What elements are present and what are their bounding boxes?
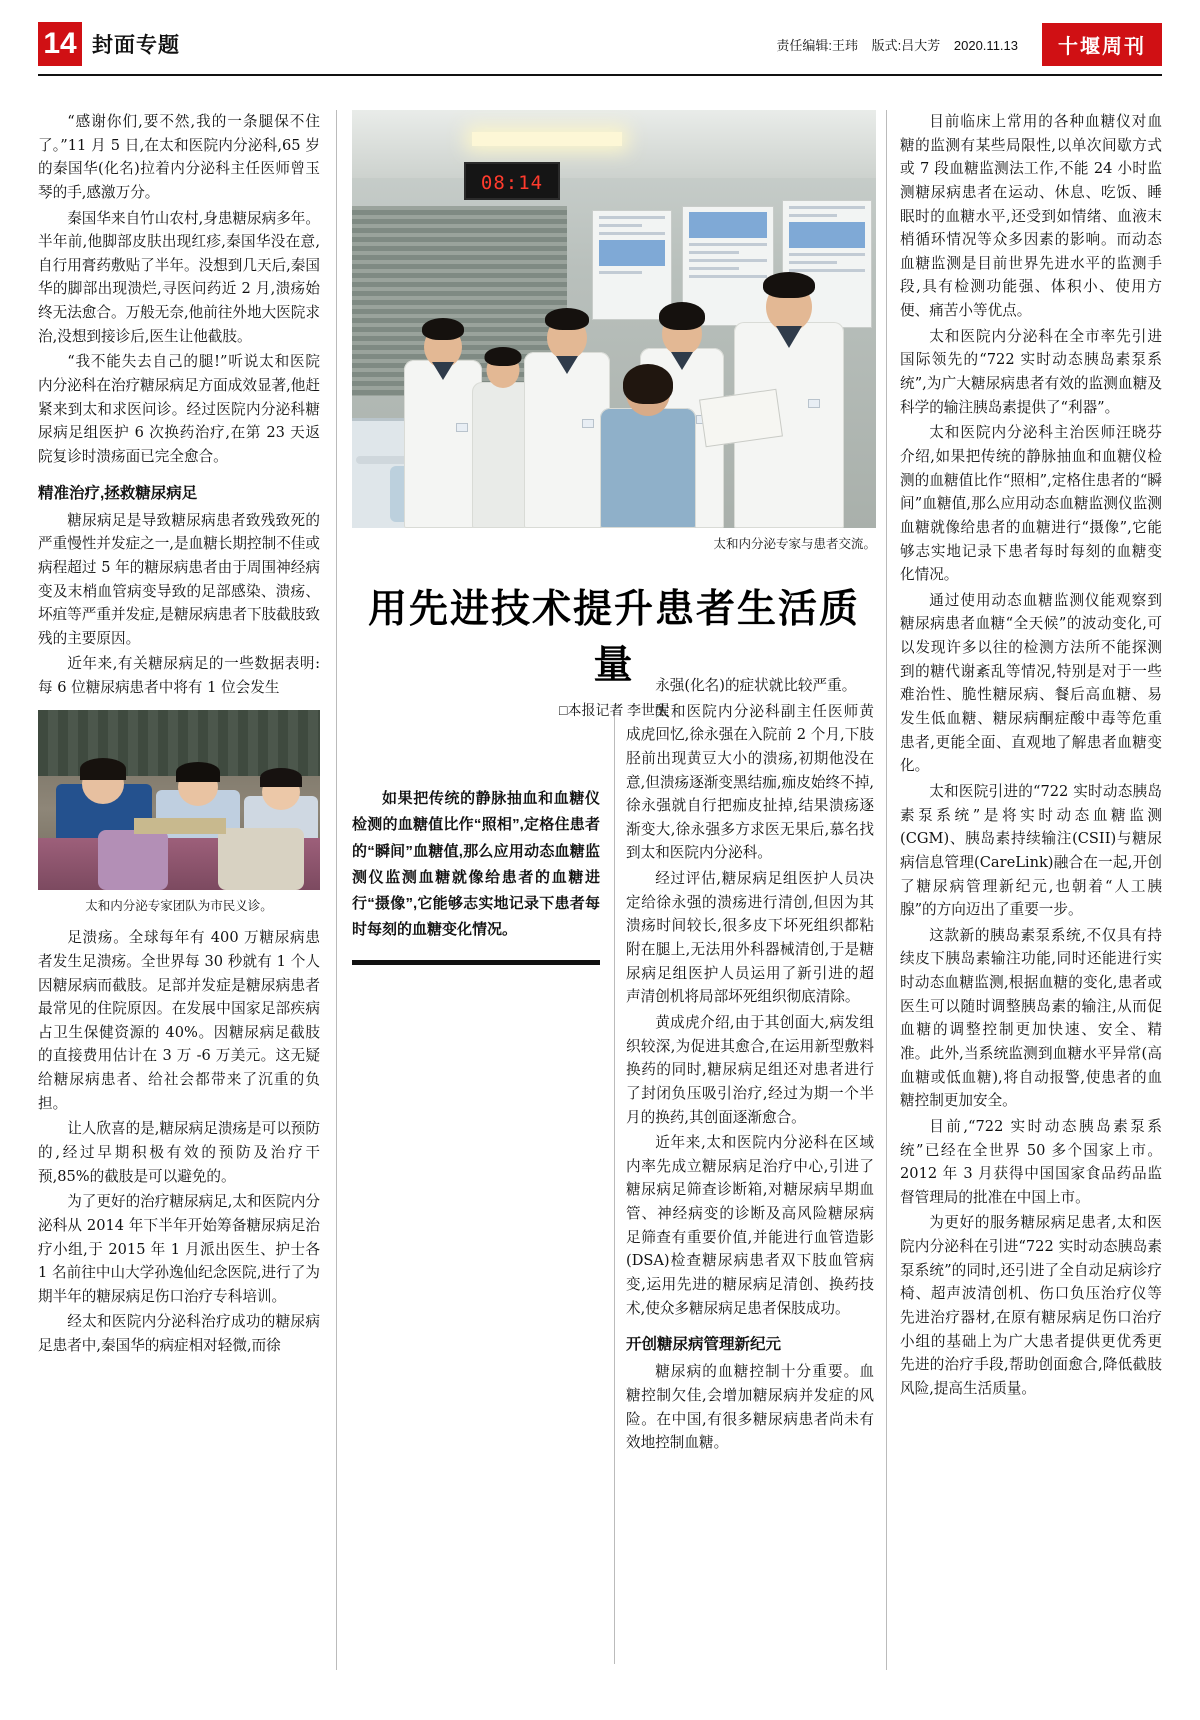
ceiling-light	[472, 132, 622, 146]
paragraph: 目前临床上常用的各种血糖仪对血糖的监测有某些局限性,以单次间歇方式或 7 段血糖监测法工作,不能 24 小时监测糖尿病患者在运动、休息、吃饭、睡眠时的血糖水平,还受到如情绪、血液末梢循环情况等众多因素的影响。而动态血糖监测是目前世界先进水平的监测手段,具有检测功能强、体积小、使用方便、痛苦小等优点。	[900, 113, 1162, 320]
paragraph: 近年来,有关糖尿病足的一些数据表明:每 6 位糖尿病患者中将有 1 位会发生	[38, 655, 320, 697]
paragraph: 为了更好的治疗糖尿病足,太和医院内分泌科从 2014 年下半年开始筹备糖尿病足治疗小组,于 2015 年 1 月派出医生、护士各 1 名前往中山大学孙逸仙纪念医院,进行了为期半年的糖尿病足伤口治疗专科培训。	[38, 1193, 320, 1305]
paragraph: 通过使用动态血糖监测仪能观察到糖尿病患者血糖“全天候”的波动变化,可以发现许多以往的检测方法所不能探测到的糖代谢紊乱等情况,特别是对于一些难治性、脆性糖尿病、餐后高血糖、易发生低血糖、糖尿病酮症酸中毒等危重患者,更能全面、直观地了解患者血糖变化。	[900, 591, 1162, 775]
digital-clock: 08:14	[464, 162, 560, 200]
masthead	[38, 14, 1162, 76]
paragraph: 太和医院引进的“722 实时动态胰岛素泵系统”是将实时动态血糖监测(CGM)、胰岛素持续输注(CSII)与糖尿病信息管理(CareLink)融合在一起,开创了糖尿病管理新纪元,也朝着“人工胰腺”的方向迈出了重要一步。	[900, 782, 1162, 919]
doctor-figure	[404, 288, 482, 528]
masthead-right	[776, 23, 1162, 66]
photo-ward-round	[352, 110, 876, 528]
subheading: 精准治疗,拯救糖尿病足	[38, 484, 198, 502]
paragraph: 这款新的胰岛素泵系统,不仅具有持续皮下胰岛素输注功能,同时还能进行实时动态血糖监测,根据血糖的变化,患者或医生可以随时调整胰岛素的输注,从而促血糖的调整控制更加快速、安全、精准。此外,当系统监测到血糖水平异常(高血糖或低血糖),将自动报警,使患者的血糖控制更加安全。	[900, 926, 1162, 1110]
paragraph: 糖尿病的血糖控制十分重要。血糖控制欠佳,会增加糖尿病并发症的风险。在中国,有很多糖尿病患者尚未有效地控制血糖。	[626, 1363, 874, 1452]
paragraph: 太和医院内分泌科在全市率先引进国际领先的“722 实时动态胰岛素泵系统”,为广大糖尿病患者有效的监测血糖及科学的输注胰岛素提供了“利器”。	[900, 327, 1162, 416]
paragraph: 永强(化名)的症状就比较严重。	[655, 677, 857, 694]
subheading: 开创糖尿病管理新纪元	[626, 1336, 782, 1354]
page-number: 14	[38, 22, 82, 66]
paragraph: 太和医院内分泌科主治医师汪晓芬介绍,如果把传统的静脉抽血和血糖仪检测的血糖值比作“照相”,定格住患者的“瞬间”血糖值,那么应用动态血糖监测仪监测血糖就像给患者的血糖进行“摄像”,它能够志实地记录下患者每时每刻的血糖变化情况。	[900, 424, 1162, 584]
paragraph: 太和医院内分泌科副主任医师黄成虎回忆,徐永强在入院前 2 个月,下肢胫前出现黄豆大小的溃疡,初期他没在意,但溃疡逐渐变黑结痂,痂皮始终不掉,徐永强就自行把痂皮扯掉,结果溃疡逐渐变大,徐永强多方求医无果后,慕名找到太和医院内分泌科。	[626, 702, 874, 862]
pullquote-column	[352, 674, 600, 1457]
doctor-figure	[524, 276, 610, 528]
paragraph: 糖尿病足是导致糖尿病患者致残致死的严重慢性并发症之一,是血糖长期控制不佳或病程超过 5 年的糖尿病患者由于周围神经病变及末梢血管病变导致的足部感染、溃疡、坏疽等严重并发症,是糖尿病患者下肢截肢致残的主要原因。	[38, 511, 320, 647]
pull-quote: 如果把传统的静脉抽血和血糖仪检测的血糖值比作“照相”,定格住患者的“瞬间”血糖值,那么应用动态血糖监测仪监测血糖就像给患者的血糖进行“摄像”,它能够志实地记录下患者每时每刻的血糖变化情况。	[352, 790, 600, 939]
paragraph: 黄成虎介绍,由于其创面大,病发组织较深,为促进其愈合,在运用新型敷料换药的同时,糖尿病足组还对患者进行了封闭负压吸引治疗,经过为期一个半月的换药,其创面逐渐愈合。	[626, 1013, 874, 1126]
paragraph: 经太和医院内分泌科治疗成功的糖尿病足患者中,秦国华的病症相对轻微,而徐	[38, 1313, 320, 1355]
photo-caption: 太和内分泌专家与患者交流。	[713, 536, 876, 551]
pullquote-rule	[352, 960, 600, 965]
body-column	[626, 674, 874, 1457]
patient-figure	[600, 360, 696, 528]
paragraph: 为更好的服务糖尿病足患者,太和医院内分泌科在引进“722 实时动态胰岛素泵系统”的同时,还引进了全自动足病诊疗椅、超声波清创机、伤口负压治疗仪等先进治疗器材,在原有糖尿病足伤口治疗小组的基础上为广大患者提供更优秀更先进的治疗手段,帮助创面愈合,降低截肢风险,提高生活质量。	[900, 1214, 1162, 1397]
right-column	[900, 110, 1162, 1403]
paragraph: 经过评估,糖尿病足组医护人员决定给徐永强的溃疡进行清创,但因为其溃疡时间较长,很多皮下坏死组织都粘附在腿上,无法用外科器械清创,于是糖尿病足组医护人员运用了新引进的超声清创机将局部坏死组织彻底清除。	[626, 870, 874, 1006]
credits	[776, 35, 1028, 54]
article-headline: 用先进技术提升患者生活质量	[367, 588, 860, 687]
middle-column-lower	[352, 674, 876, 1457]
layout-credit: 版式:吕大芳	[871, 37, 941, 53]
section-title: 封面专题	[92, 34, 180, 57]
editor-credit: 责任编辑:王玮	[776, 37, 859, 53]
photo-caption: 太和内分泌专家团队为市民义诊。	[85, 898, 273, 913]
photo-outreach-clinic	[38, 710, 320, 890]
middle-column-top	[352, 110, 876, 734]
left-column	[38, 110, 320, 1360]
newspaper-page	[0, 14, 1200, 1720]
column-rule-2	[886, 110, 887, 1670]
paragraph: 近年来,太和医院内分泌科在区域内率先成立糖尿病足治疗中心,引进了糖尿病足筛查诊断箱,对糖尿病早期血管、神经病变的诊断及高风险糖尿病足筛查有重要价值,并能进行血管造影(DSA)检查糖尿病患者双下肢血管病变,运用先进的糖尿病足清创、换药技术,使众多糖尿病足患者保肢成功。	[626, 1134, 874, 1317]
paragraph: 让人欣喜的是,糖尿病足溃疡是可以预防的,经过早期积极有效的预防及治疗干预,85%的截肢是可以避免的。	[38, 1120, 320, 1185]
paragraph: “感谢你们,要不然,我的一条腿保不住了。”11 月 5 日,在太和医院内分泌科,65 岁的秦国华(化名)拉着内分泌科主任医师曾玉琴的手,感激万分。	[38, 113, 320, 201]
brand-logo: 十堰周刊	[1042, 23, 1162, 66]
paragraph: 足溃疡。全球每年有 400 万糖尿病患者发生足溃疡。全世界每 30 秒就有 1 个人因糖尿病而截肢。足部并发症是糖尿病患者最常见的住院原因。在发展中国家足部疾病占卫生保健资源的 40%。因糖尿病足截肢的直接费用估计在 3 万 -6 万美元。这无疑给糖尿病患者、给社会都带来了沉重的负担。	[38, 929, 320, 1112]
doctor-figure-lead	[734, 246, 844, 528]
paragraph: “我不能失去自己的腿!”听说太和医院内分泌科在治疗糖尿病足方面成效显著,他赶紧来到太和求医问诊。经过医院内分泌科糖尿病足组医护 6 次换药治疗,在第 23 天返院复诊时溃疡面已完全愈合。	[38, 353, 320, 465]
column-rule-1	[336, 110, 337, 1670]
paragraph: 秦国华来自竹山农村,身患糖尿病多年。半年前,他脚部皮肤出现红疹,秦国华没在意,自行用膏药敷贴了半年。没想到几天后,秦国华的脚部出现溃烂,寻医问药近 2 月,溃疡始终无法愈合。万般无奈,他前往外地大医院求治,没想到接诊后,医生让他截肢。	[38, 209, 320, 345]
paragraph: 目前,“722 实时动态胰岛素泵系统”已经在全世界 50 多个国家上市。2012 年 3 月获得中国国家食品药品监督管理局的批准在中国上市。	[900, 1117, 1162, 1206]
publication-date: 2020.11.13	[953, 37, 1018, 53]
article-byline: □本报记者 李世醒	[559, 704, 669, 719]
